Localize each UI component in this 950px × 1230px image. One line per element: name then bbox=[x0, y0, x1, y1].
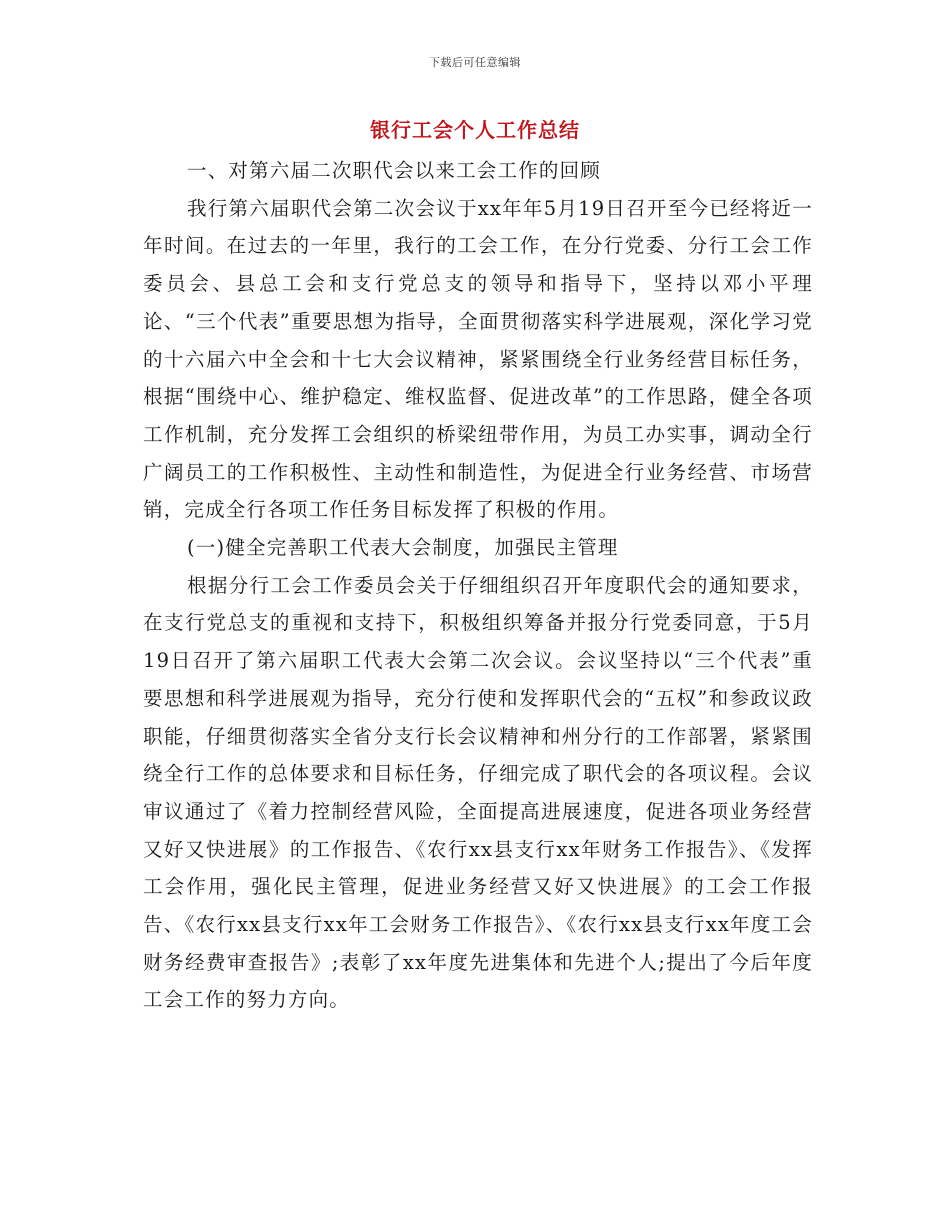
paragraph: 我行第六届职代会第二次会议于xx年年5月19日召开至今已经将近一年时间。在过去的一年里，我行的工会工作，在分行党委、分行工会工作委员会、县总工会和支行党总支的领导和指导下，坚持以邓小平理论、“三个代表”重要思想为指导，全面贯彻落实科学进展观，深化学习党的十六届六中全会和十七大会议精神，紧紧围绕全行业务经营目标任务，根据“围绕中心、维护稳定、维权监督、促进改革”的工作思路，健全各项工作机制，充分发挥工会组织的桥梁纽带作用，为员工办实事，调动全行广阔员工的工作积极性、主动性和制造性，为促进全行业务经营、市场营销，完成全行各项工作任务目标发挥了积极的作用。 bbox=[143, 196, 813, 522]
paragraph: 根据分行工会工作委员会关于仔细组织召开年度职代会的通知要求，在支行党总支的重视和支持下，积极组织筹备并报分行党委同意，于5月19日召开了第六届职工代表大会第二次会议。会议坚持以“三个代表”重要思想和科学进展观为指导，充分行使和发挥职代会的“五权”和参政议政职能，仔细贯彻落实全省分支行长会议精神和州分行的工作部署，紧紧围绕全行工作的总体要求和目标任务，仔细完成了职代会的各项议程。会议审议通过了《着力控制经营风险，全面提高进展速度，促进各项业务经营又好又快进展》的工作报告、《农行xx县支行xx年财务工作报告》、《发挥工会作用，强化民主管理，促进业务经营又好又快进展》的工会工作报告、《农行xx县支行xx年工会财务工作报告》、《农行xx县支行xx年度工会财务经费审查报告》;表彰了xx年度先进集体和先进个人;提出了今后年度工会工作的努力方向。 bbox=[143, 573, 813, 1012]
header-note: 下载后可任意编辑 bbox=[429, 56, 521, 69]
subsection-heading: (一)健全完善职工代表大会制度，加强民主管理 bbox=[187, 536, 619, 560]
document-title: 银行工会个人工作总结 bbox=[370, 118, 580, 142]
document-body bbox=[143, 152, 813, 1019]
section-heading: 一、对第六届二次职代会以来工会工作的回顾 bbox=[187, 159, 602, 182]
